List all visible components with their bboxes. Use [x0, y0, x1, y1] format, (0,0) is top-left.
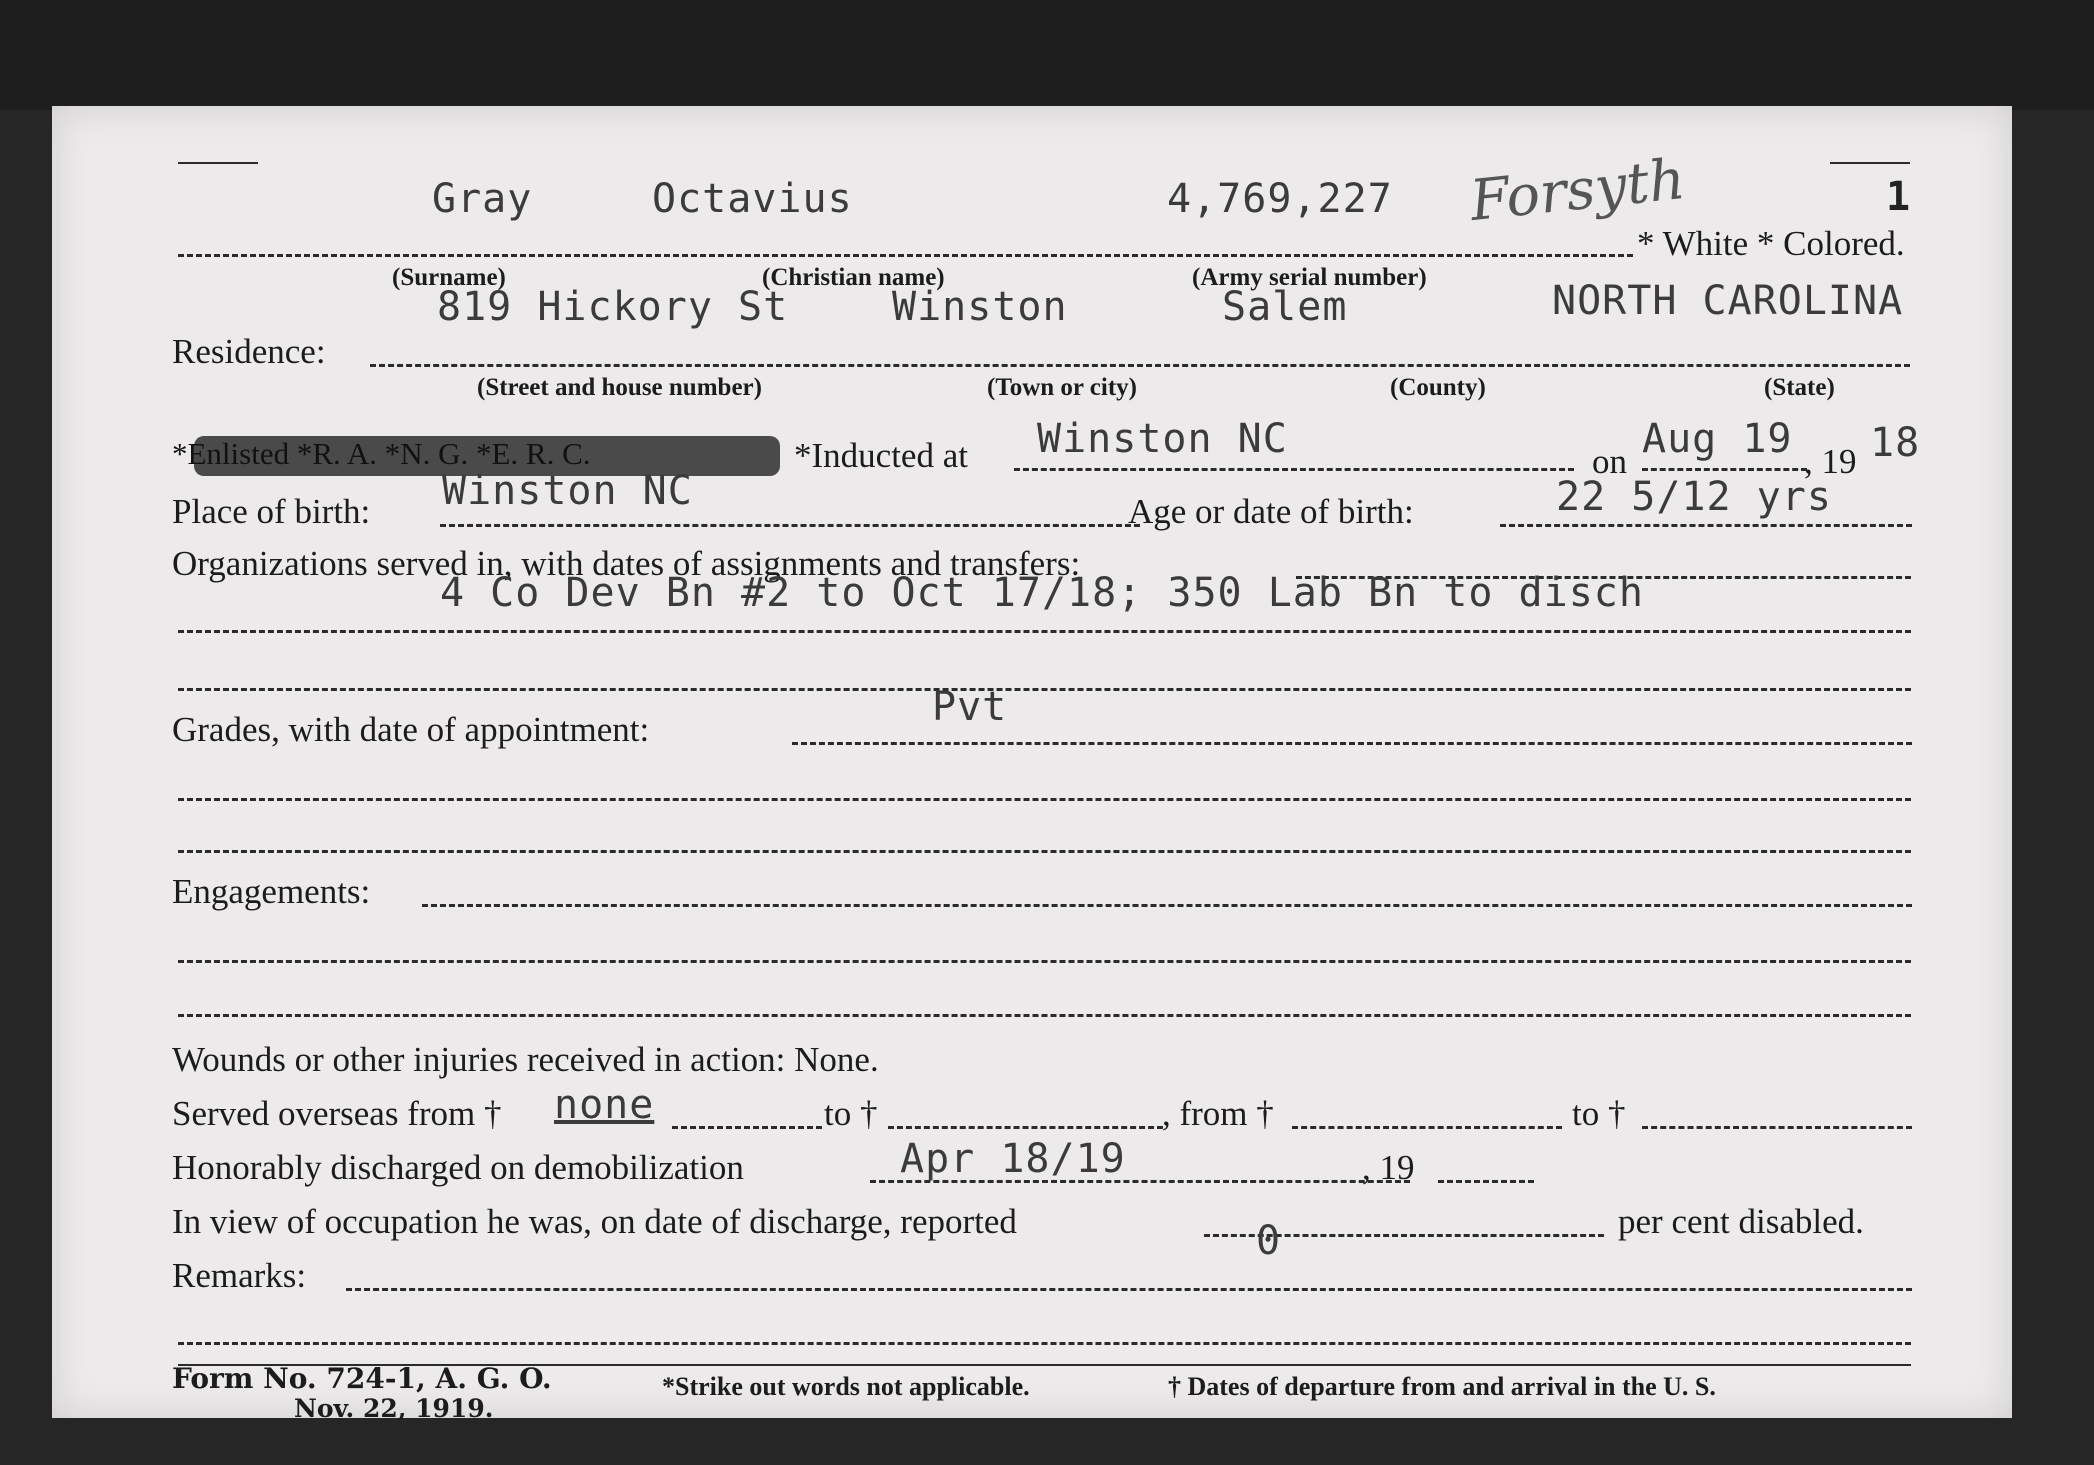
service-record-card [52, 106, 2012, 1423]
street-caption: (Street and house number) [477, 374, 762, 401]
surname-caption: (Surname) [392, 264, 506, 291]
overseas-label: Served overseas from † [172, 1094, 502, 1133]
engagements-label: Engagements: [172, 872, 371, 911]
christian-name-caption: (Christian name) [762, 264, 945, 291]
street-value: 819 Hickory St [437, 284, 789, 330]
engagements-line-1 [422, 904, 1912, 907]
engagements-line-3 [178, 1014, 1911, 1017]
residence-line [370, 364, 1910, 367]
grades-line-2 [178, 798, 1911, 801]
age-line [1500, 524, 1912, 527]
birthplace-label: Place of birth: [172, 492, 371, 531]
overseas-from-value: none [554, 1082, 655, 1128]
organizations-label: Organizations served in, with dates of assignments and transfers: [172, 544, 1081, 583]
overseas-from-line-2 [1292, 1126, 1562, 1129]
disabled-label: per cent disabled. [1618, 1202, 1864, 1241]
engagements-line-2 [178, 960, 1911, 963]
remarks-line-2 [178, 1342, 1911, 1345]
form-number: Form No. 724-1, A. G. O. [172, 1362, 552, 1395]
discharge-year-label: , 19 [1362, 1148, 1415, 1187]
inducted-label: *Inducted at [794, 436, 968, 475]
residence-label: Residence: [172, 332, 326, 371]
grades-label: Grades, with date of appointment: [172, 710, 650, 749]
corner-mark-left [178, 162, 258, 164]
induction-date-line [1642, 468, 1807, 471]
overseas-to-line-1 [888, 1126, 1163, 1129]
town-caption: (Town or city) [987, 374, 1137, 401]
grades-line-3 [178, 850, 1911, 853]
birthplace-value: Winston NC [442, 468, 693, 514]
card-number: 1 [1886, 174, 1912, 220]
state-value: NORTH CAROLINA [1552, 278, 1904, 324]
overseas-from-label: , from † [1162, 1094, 1274, 1133]
grade-value: Pvt [932, 684, 1008, 730]
year-prefix: , 19 [1804, 442, 1857, 481]
serial-number-caption: (Army serial number) [1192, 264, 1427, 291]
induction-year-value: 18 [1870, 420, 1921, 466]
overseas-to-line-2 [1642, 1126, 1912, 1129]
county-caption: (County) [1390, 374, 1486, 401]
christian-name-value: Octavius [652, 176, 853, 222]
race-options: * White * Colored. [1637, 224, 1905, 263]
footnote-dates: † Dates of departure from and arrival in the U. S. [1168, 1372, 1716, 1401]
footnote-strike: *Strike out words not applicable. [662, 1372, 1030, 1401]
scanner-background [0, 0, 2094, 110]
name-line [178, 254, 1633, 257]
overseas-to-label-1: to † [824, 1094, 878, 1133]
overseas-to-label-2: to † [1572, 1094, 1626, 1133]
discharge-date-value: Apr 18/19 [900, 1136, 1126, 1182]
induction-date-value: Aug 19 [1642, 416, 1793, 462]
surname-value: Gray [432, 176, 533, 222]
on-label: on [1592, 442, 1627, 481]
enlistment-options: *Enlisted *R. A. *N. G. *E. R. C. [172, 436, 591, 471]
age-label: Age or date of birth: [1128, 492, 1414, 531]
discharge-year-line [1438, 1180, 1534, 1183]
inducted-line [1014, 468, 1574, 471]
discharge-label: Honorably discharged on demobilization [172, 1148, 744, 1187]
handwritten-county-note: Forsyth [1467, 146, 1689, 235]
state-caption: (State) [1764, 374, 1835, 401]
town-value: Winston [892, 284, 1068, 330]
inducted-at-value: Winston NC [1037, 416, 1288, 462]
serial-number-value: 4,769,227 [1167, 176, 1393, 222]
county-value: Salem [1222, 284, 1348, 330]
age-value: 22 5/12 yrs [1556, 474, 1832, 520]
birthplace-line [440, 524, 1140, 527]
wounds-label: Wounds or other injuries received in action: None. [172, 1040, 879, 1079]
organizations-value: 4 Co Dev Bn #2 to Oct 17/18; 350 Lab Bn to disch [440, 570, 1644, 616]
organizations-line-2 [178, 630, 1911, 633]
organizations-line-3 [178, 688, 1911, 691]
form-date: Nov. 22, 1919. [294, 1394, 494, 1423]
remarks-label: Remarks: [172, 1256, 307, 1295]
remarks-line-1 [346, 1288, 1912, 1291]
occupation-label: In view of occupation he was, on date of discharge, reported [172, 1202, 1017, 1241]
overseas-from-line [672, 1126, 822, 1129]
corner-mark-right [1830, 162, 1910, 164]
grades-line-1 [792, 742, 1912, 745]
discharge-line [870, 1180, 1410, 1183]
percent-disabled-value: 0 [1256, 1218, 1282, 1264]
